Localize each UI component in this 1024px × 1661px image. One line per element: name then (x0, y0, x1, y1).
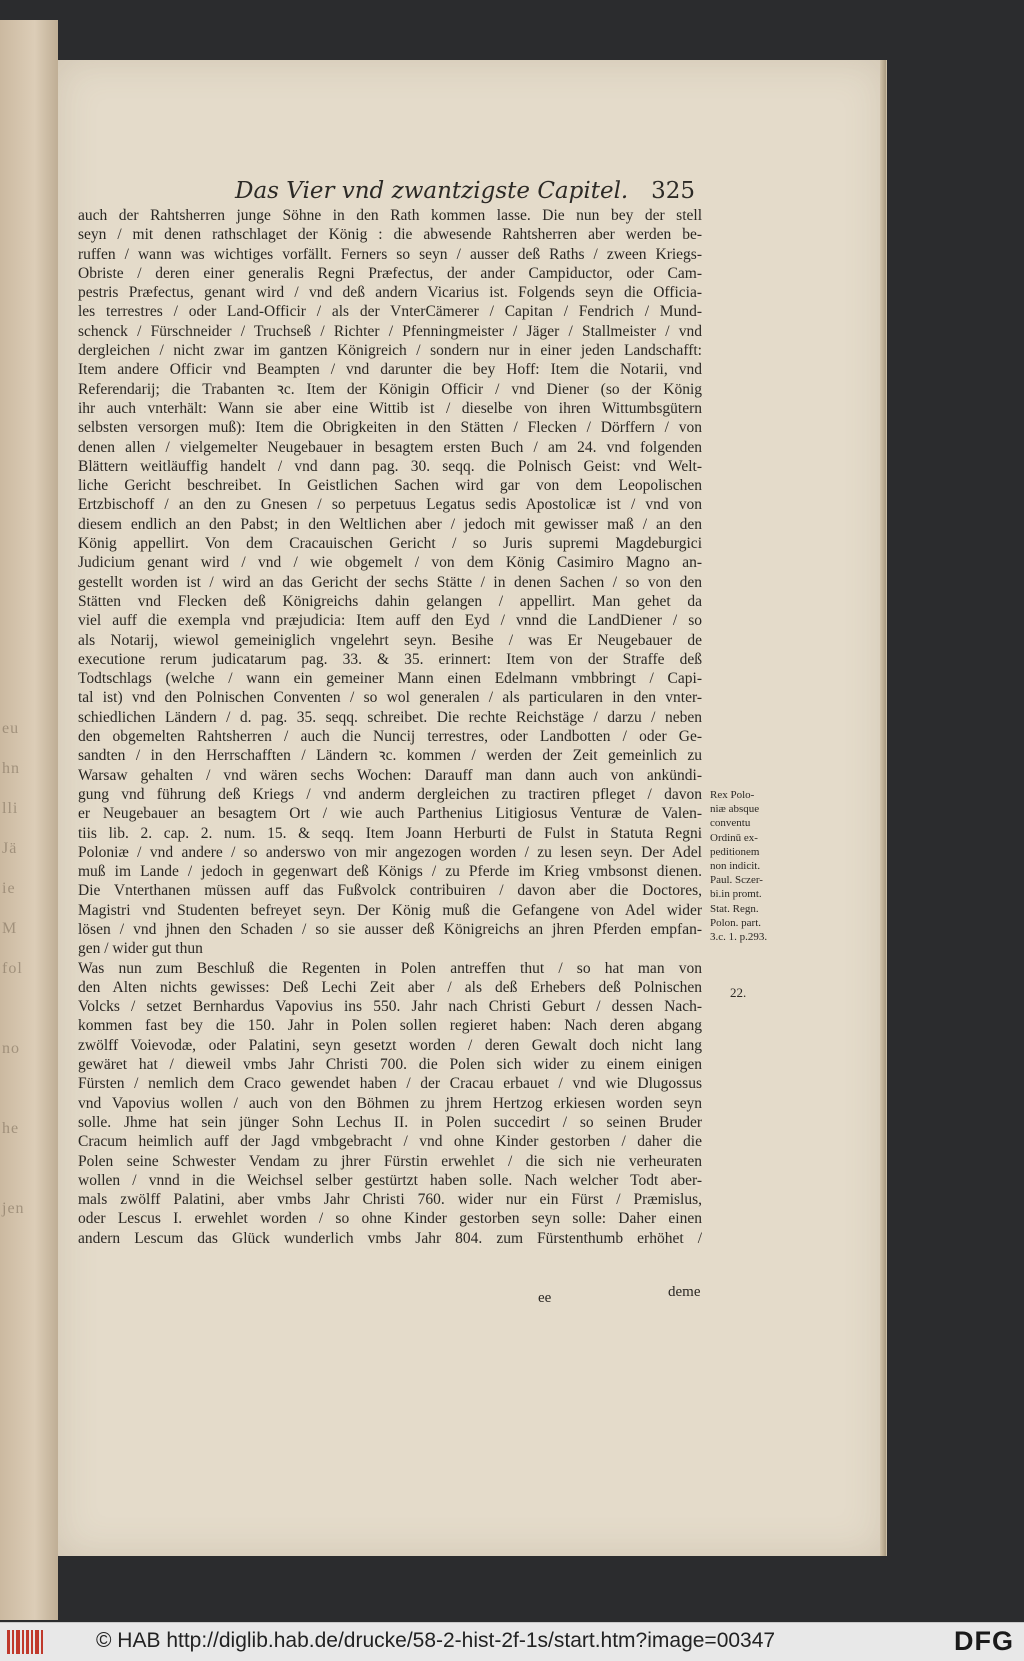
text-line: gestellt worden ist / wird an das Gericht der sechs Stätte / in denen Sachen / so von den (78, 573, 702, 591)
text-line: pestris Præfectus, genant wird / vnd deß andern Vicarius ist. Folgends seyn die Officia- (78, 284, 702, 302)
text-line: Fürsten / nemlich dem Craco gewendet haben / der Cracau erbauet / vnd wie Dlugossus (78, 1075, 702, 1093)
margin-note-line: Paul. Sczer- (710, 874, 763, 887)
text-line: Was nun zum Beschluß die Regenten in Polen antreffen thut / so hat man von (78, 959, 702, 977)
text-line: Poloniæ / vnd andere / so anderswo von mir angezogen worden / zu lesen seyn. Der Adel (78, 843, 702, 861)
margin-note-line: 3.c. 1. p.293. (710, 931, 768, 944)
text-line: Volcks / setzet Bernhardus Vapovius ins 550. Jahr nach Christi Geburt / dessen Nach- (78, 998, 702, 1016)
margin-note-line: Rex Polo- (710, 789, 755, 801)
barcode-icon (6, 1627, 46, 1657)
text-line: vnd Vapovius wollen / auch von den Böhmen zu jhrem Hertzog erkiesen worden seyn (78, 1094, 702, 1112)
margin-note (710, 788, 786, 944)
text-line: als Notarij, wiewol gemeiniglich vngelehrt seyn. Besihe / was Er Neugebauer de (78, 631, 702, 649)
text-line: lösen / vnd jhnen den Schaden / so sie ausser deß Königreichs an jhren Pferden empfan- (78, 920, 702, 938)
text-line: selbsten versorgen muß): Item die Obrigkeiten in den Stätten / Flecken / Dörffern / von (78, 419, 702, 437)
text-line: wollen / vnnd in die Weichsel selber gestürtzt haben solle. Nach welcher Todt aber- (78, 1171, 702, 1189)
text-line: Warsaw gehalten / vnd wären sechs Wochen: Darauff man dann auch von ankündi- (78, 766, 702, 784)
text-line: dergleichen / nicht zwar im gantzen Königreich / sondern nur in einer jeden Landschafft: (78, 342, 702, 360)
margin-note-line: Ordinū ex- (710, 831, 758, 844)
signature-mark: ee (538, 1290, 552, 1306)
text-line: sandten / in den Herrschafften / Ländern ꝛc. kommen / werden der Zeit gemeinlich zu (78, 747, 702, 765)
text-line: den obgemelten Rahtsherren / auch die Nuncij terrestres, oder Landbotten / oder Ge- (78, 728, 702, 746)
text-line: kommen fast bey die 150. Jahr in Polen sollen regieret haben: Nach deren abgang (78, 1017, 702, 1035)
text-line: Stätten vnd Flecken deß Königreichs dahin gelangen / appellirt. Man gehet da (78, 592, 702, 610)
source-url-link[interactable]: © HAB http://diglib.hab.de/drucke/58-2-hist-2f-1s/start.htm?image=00347 (96, 1629, 776, 1652)
text-line: den Alten nichts gewisses: Deß Lechi Zeit aber / als deß Erhebers deß Polnischen (78, 978, 702, 996)
margin-paragraph-number: 22. (730, 985, 747, 1000)
margin-note-line: niæ absque (710, 803, 760, 816)
text-line: ihr auch vnterhält: Wann sie aber eine Wittib ist / dieselbe von ihren Wittumbsgütern (78, 399, 702, 417)
text-line: andern Lescum das Glück wunderlich vmbs Jahr 804. zum Fürstenthumb erhöhet / (78, 1229, 702, 1247)
page-number: 325 (651, 178, 695, 204)
text-line: liche Gericht beschreibet. In Geistlichen Sachen wird gar von dem Leopolischen (78, 477, 702, 495)
running-head (235, 176, 695, 210)
text-line: seyn / mit denen rathschlaget der König : die abwesende Rahtsherren aber werden be- (78, 226, 702, 244)
dfg-logo: DFG (954, 1626, 1014, 1656)
text-line: denen allen / vielgemelter Neugebauer in besagtem ersten Buch / am 24. vnd folgenden (78, 438, 702, 456)
previous-page-edge: eu hn lli Jä ie M fol no he jen (0, 20, 58, 1620)
margin-note-line: Stat. Regn. (710, 902, 759, 915)
text-line: muß im Lande / jedoch in gegenwart deß Königs / zu Pferde im Krieg vmbsonst dienen. (78, 863, 702, 881)
text-line: Judicium genant wird / vnd / wie obgemelt / von dem König Casimiro Magno an- (78, 554, 702, 572)
text-line: gen / wider gut thun (78, 940, 203, 958)
footer-bar (0, 1622, 1024, 1661)
text-line: Referendarij; die Trabanten ꝛc. Item der Königin Officir / vnd Diener (so der König (78, 380, 702, 398)
text-line: executione rerum judicatarum pag. 33. & 35. erinnert: Item von der Straffe deß (78, 650, 702, 668)
text-line: schiedlichen Ländern / d. pag. 35. seqq. schreibet. Die rechte Reichstäge / darzu / neben (78, 708, 702, 726)
text-line: gewäret hat / dieweil vmbs Jahr Christi 700. die Polen sich wider zu einem einigen (78, 1056, 702, 1074)
body-text (78, 206, 702, 1306)
text-line: tal ist) vnd den Polnischen Conventen / so wol generalen / als particularen in den vnter- (78, 689, 702, 707)
margin-note-line: non indicit. (710, 860, 761, 873)
text-line: König appellirt. Von dem Cracauischen Gericht / so Juris supremi Magdeburgici (78, 535, 702, 553)
text-line: Polen seine Schwester Vendam zu jhrer Fürstin erwehlet / die sich nie verheuraten (78, 1152, 702, 1170)
text-line: Cracum heimlich auff der Jagd vmbgebracht / vnd ohne Kinder gestorben / daher die (78, 1133, 702, 1151)
text-line: schenck / Fürschneider / Truchseß / Richter / Pfenningmeister / Jäger / Stallmeister / vnd (78, 322, 702, 340)
text-line: Ertzbischoff / an den zu Gnesen / so perpetuus Legatus sedis Apostolicæ ist / vnd von (78, 496, 702, 514)
margin-note-line: Polon. part. (710, 916, 762, 929)
text-line: Obriste / deren einer generalis Regni Præfectus, der ander Campiductor, oder Cam- (78, 264, 702, 282)
chapter-title: Das Vier vnd zwantzigste Capitel. (235, 178, 629, 204)
text-line: viel auff die exempla vnd præjudicia: Item auff den Eyd / vnnd die LandDiener / so (78, 612, 702, 630)
text-line: Magistri vnd Studenten befreyet seyn. Der König muß die Gefangene von Adel wider (78, 901, 702, 919)
text-line: auch der Rahtsherren junge Söhne in den Rath kommen lasse. Die nun bey der stell (78, 207, 702, 224)
text-line: er Neugebauer an besagtem Ort / wie auch Parthenius Litigiosus Venturæ de Valen- (78, 805, 702, 823)
text-line: tiis lib. 2. cap. 2. num. 15. & seqq. Item Joann Herburti de Fulst in Statuta Regni (78, 824, 702, 842)
text-line: mals zwölff Palatini, aber vmbs Jahr Christi 760. wider nur ein Fürst / Præmislus, (78, 1191, 702, 1209)
text-line: Die Vnterthanen müssen auff das Fußvolck contribuiren / davon aber die Doctores, (78, 882, 702, 900)
catchword: deme (668, 1284, 701, 1300)
margin-note-line: bi.in promt. (710, 888, 762, 901)
text-line: Todtschlags (welche / wann ein gemeiner Mann einen Edelmann vmbbringt / Capi- (78, 670, 702, 688)
text-line: zwölff Voievodæ, oder Palatini, seyn gesetzt worden / deren Gewalt doch nicht lang (78, 1036, 702, 1054)
text-line: Item andere Officir vnd Beampten / vnd darunter die bey Hoff: Item die Notarii, vnd (78, 361, 702, 379)
margin-note-line: peditionem (710, 845, 760, 858)
text-line: diesem endlich an den Pabst; in den Weltlichen aber / jedoch mit gewisser maß / an den (78, 515, 702, 533)
text-line: gung vnd führung deß Kriegs / vnd anderm dergleichen zu tractiren pfleget / davon (78, 785, 702, 803)
text-line: solle. Jhme hat sein jünger Sohn Lechus II. in Polen succedirt / so seinen Bruder (78, 1113, 702, 1131)
text-line: Blättern weitläuffig handelt / vnd dann pag. 30. seqq. die Polnisch Geist: vnd Welt- (78, 457, 702, 475)
margin-note-line: conventu (710, 817, 751, 830)
text-line: les terrestres / oder Land-Officir / als der VnterCämerer / Capitan / Fendrich / Mund- (78, 303, 702, 321)
text-line: oder Lescus I. erwehlet worden / so ohne Kinder gestorben seyn solle: Daher einen (78, 1210, 702, 1228)
text-line: ruffen / wann was wichtiges vorfällt. Ferners so seyn / ausser deß Raths / zween Kriegs- (78, 245, 702, 263)
page-edge (880, 60, 886, 1556)
